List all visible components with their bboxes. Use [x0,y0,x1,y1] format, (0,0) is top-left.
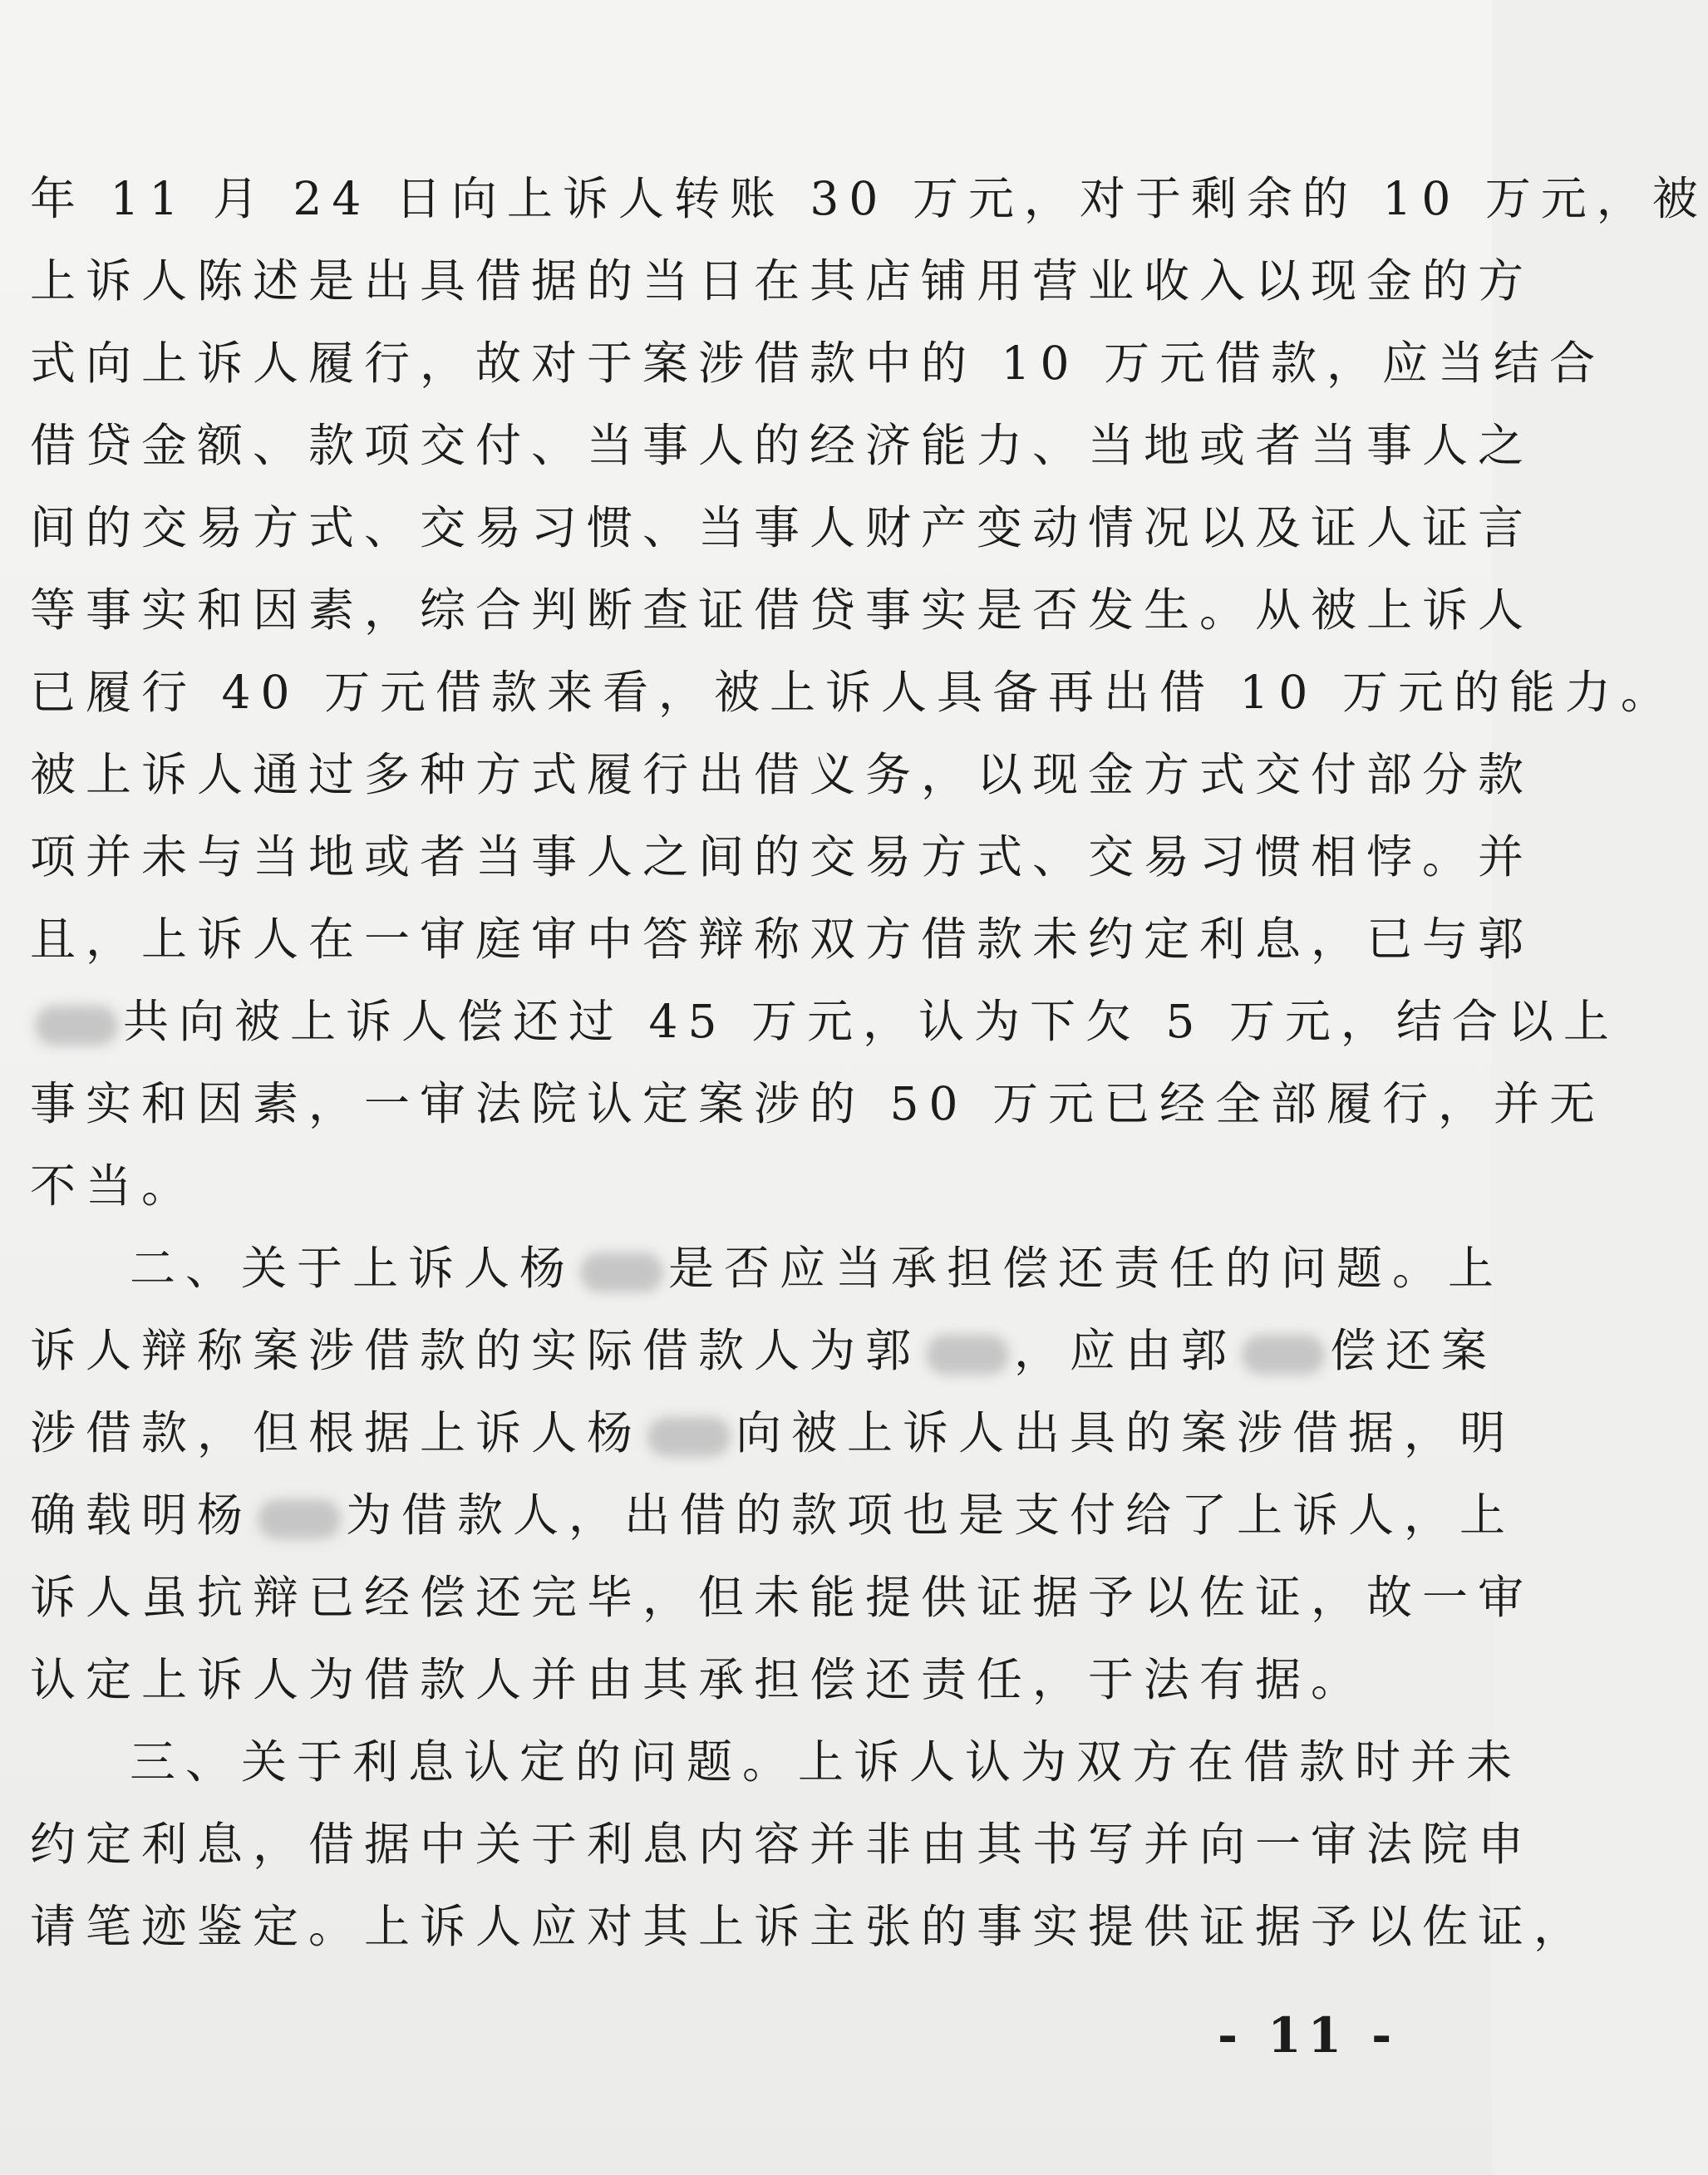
redacted-name [1242,1335,1325,1375]
text-line: 三、关于利息认定的问题。上诉人认为双方在借款时并未 [130,1735,1523,1789]
text-line: 认定上诉人为借款人并由其承担偿还责任，于法有据。 [30,1653,1367,1706]
text-segment: 向被上诉人出具的案涉借据，明 [736,1406,1516,1459]
text-segment: 偿还案 [1330,1324,1498,1377]
text-line: 项并未与当地或者当事人之间的交易方式、交易习惯相悖。并 [30,830,1534,883]
text-line [30,1228,1504,1310]
text-line: 式向上诉人履行，故对于案涉借款中的 10 万元借款，应当结合 [30,337,1605,390]
text-line: 已履行 40 万元借款来看，被上诉人具备再出借 10 万元的能力。 [30,666,1676,719]
text-segment: 共向被上诉人偿还过 45 万元，认为下欠 5 万元，结合以上 [123,995,1619,1048]
text-line [30,1474,1516,1557]
text-segment: ，应由郭 [1014,1324,1238,1377]
redacted-name [580,1252,663,1292]
text-line: 被上诉人通过多种方式履行出借义务，以现金方式交付部分款 [30,748,1534,801]
redacted-name [926,1335,1009,1375]
text-segment: 涉借款，但根据上诉人杨 [30,1406,643,1459]
text-line: 间的交易方式、交易习惯、当事人财产变动情况以及证人证言 [30,501,1534,554]
text-line: 且，上诉人在一审庭审中答辩称双方借款未约定利息，已与郭 [30,913,1534,966]
text-line [30,1310,1498,1392]
page-number: - 11 - [1218,2007,1399,2064]
text-segment: 确载明杨 [30,1489,253,1542]
text-line: 上诉人陈述是出具借据的当日在其店铺用营业收入以现金的方 [30,254,1534,308]
text-line: 诉人虽抗辩已经偿还完毕，但未能提供证据予以佐证，故一审 [30,1571,1534,1624]
text-line: 约定利息，借据中关于利息内容并非由其书写并向一审法院申 [30,1818,1534,1871]
text-segment: 是否应当承担偿还责任的问题。上 [668,1242,1504,1295]
text-segment: 为借款人，出借的款项也是支付给了上诉人，上 [346,1489,1516,1542]
text-segment: 二、关于上诉人杨 [130,1242,576,1295]
redacted-name [258,1499,341,1539]
redacted-name [35,1006,118,1046]
text-line: 不当。 [30,1159,198,1213]
text-line: 等事实和因素，综合判断查证借贷事实是否发生。从被上诉人 [30,583,1534,637]
text-segment: 诉人辩称案涉借款的实际借款人为郭 [30,1324,922,1377]
text-line: 事实和因素，一审法院认定案涉的 50 万元已经全部履行，并无 [30,1077,1605,1130]
text-line [30,1392,1516,1474]
text-line [30,981,1619,1063]
text-line: 请笔迹鉴定。上诉人应对其上诉主张的事实提供证据予以佐证， [30,1900,1590,1953]
text-line: 借贷金额、款项交付、当事人的经济能力、当地或者当事人之 [30,419,1534,472]
text-line: 年 11 月 24 日向上诉人转账 30 万元，对于剩余的 10 万元，被 [30,172,1708,225]
body-text [30,158,1708,1968]
redacted-name [647,1417,731,1457]
